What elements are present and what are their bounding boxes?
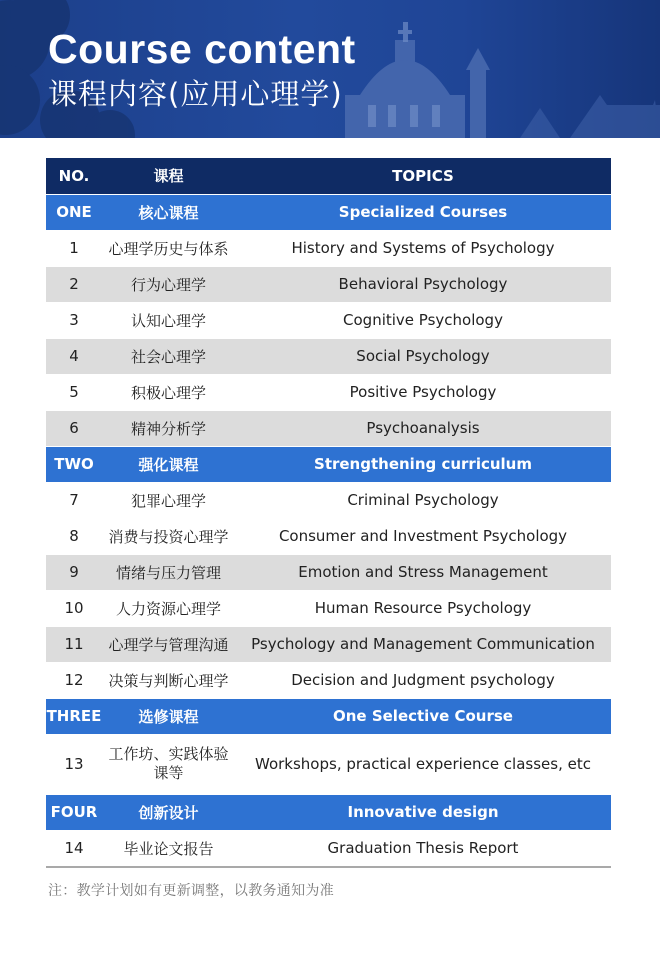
course-name-cn: 认知心理学 (102, 302, 235, 338)
section-title-cn: 强化课程 (102, 446, 235, 482)
section-number: TWO (46, 446, 102, 482)
table-row (46, 266, 611, 302)
header-banner (0, 0, 660, 138)
course-name-cn: 心理学与管理沟通 (102, 626, 235, 662)
course-number: 3 (46, 302, 102, 338)
table-row (46, 662, 611, 698)
header-no: NO. (58, 166, 90, 185)
course-name-en: Consumer and Investment Psychology (235, 518, 611, 554)
course-number: 11 (46, 626, 102, 662)
course-number: 14 (46, 830, 102, 866)
course-name-en: Workshops, practical experience classes, etc (235, 734, 611, 794)
course-number: 2 (46, 266, 102, 302)
course-number: 6 (46, 410, 102, 446)
section-title-cn: 创新设计 (102, 794, 235, 830)
course-table (46, 158, 611, 866)
course-number: 8 (46, 518, 102, 554)
footnote: 注：教学计划如有更新调整，以教务通知为准 (48, 883, 334, 899)
table-row (46, 590, 611, 626)
course-name-cn-line: 课等 (153, 764, 184, 782)
table-row (46, 410, 611, 446)
course-name-cn: 精神分析学 (102, 410, 235, 446)
section-number: ONE (46, 194, 102, 230)
table-row (46, 518, 611, 554)
course-name-en: Cognitive Psychology (235, 302, 611, 338)
table-row (46, 338, 611, 374)
course-name-cn: 人力资源心理学 (102, 590, 235, 626)
table-header-row (46, 158, 611, 194)
course-name-cn: 情绪与压力管理 (102, 554, 235, 590)
course-name-en: Criminal Psychology (235, 482, 611, 518)
course-name-cn: 犯罪心理学 (102, 482, 235, 518)
section-number: FOUR (46, 794, 102, 830)
course-name-en: Psychoanalysis (235, 410, 611, 446)
section-title-en: Innovative design (235, 794, 611, 830)
table-row (46, 554, 611, 590)
course-name-en: Positive Psychology (235, 374, 611, 410)
course-number: 13 (46, 734, 102, 794)
section-number: THREE (46, 698, 102, 734)
table-row (46, 482, 611, 518)
course-name-cn: 行为心理学 (102, 266, 235, 302)
course-name-en: Decision and Judgment psychology (235, 662, 611, 698)
section-row (46, 194, 611, 230)
table-bottom-rule (46, 866, 611, 868)
section-title-en: One Selective Course (235, 698, 611, 734)
course-name-en: Emotion and Stress Management (235, 554, 611, 590)
table-row (46, 626, 611, 662)
section-row (46, 446, 611, 482)
course-name-en: History and Systems of Psychology (235, 230, 611, 266)
course-name-cn: 积极心理学 (102, 374, 235, 410)
page-title: Course content (48, 26, 356, 72)
course-number: 4 (46, 338, 102, 374)
header-course: 课程 (153, 167, 184, 186)
table-row (46, 734, 611, 794)
table-row (46, 302, 611, 338)
section-row (46, 698, 611, 734)
course-name-en: Social Psychology (235, 338, 611, 374)
section-row (46, 794, 611, 830)
course-name-en: Graduation Thesis Report (235, 830, 611, 866)
course-name-cn: 社会心理学 (102, 338, 235, 374)
section-title-en: Specialized Courses (235, 194, 611, 230)
course-number: 7 (46, 482, 102, 518)
course-number: 10 (46, 590, 102, 626)
course-name-cn: 毕业论文报告 (102, 830, 235, 866)
course-number: 1 (46, 230, 102, 266)
course-name-en: Psychology and Management Communication (235, 626, 611, 662)
course-name-cn: 决策与判断心理学 (102, 662, 235, 698)
course-name-cn: 消费与投资心理学 (102, 518, 235, 554)
table-row (46, 374, 611, 410)
course-name-en: Behavioral Psychology (235, 266, 611, 302)
header-topics: TOPICS (392, 166, 454, 185)
section-title-en: Strengthening curriculum (235, 446, 611, 482)
section-title-cn: 核心课程 (102, 194, 235, 230)
table-row (46, 230, 611, 266)
course-name-cn (102, 734, 235, 794)
page-subtitle: 课程内容(应用心理学) (48, 77, 343, 111)
course-name-cn-line: 工作坊、实践体验 (108, 745, 229, 763)
table-row (46, 830, 611, 866)
course-number: 9 (46, 554, 102, 590)
course-name-cn: 心理学历史与体系 (102, 230, 235, 266)
course-number: 5 (46, 374, 102, 410)
section-title-cn: 选修课程 (102, 698, 235, 734)
course-name-en: Human Resource Psychology (235, 590, 611, 626)
course-number: 12 (46, 662, 102, 698)
